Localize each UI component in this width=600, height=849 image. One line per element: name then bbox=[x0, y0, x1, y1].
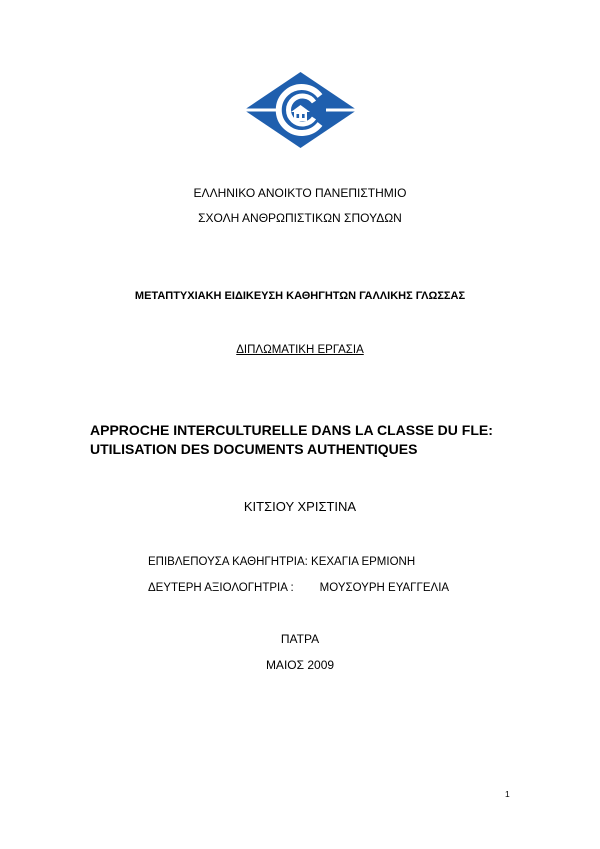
second-assessor-label: ΔΕΥΤΕΡΗ ΑΞΙΟΛΟΓΗΤΡΙΑ : bbox=[148, 582, 294, 594]
second-assessor-name: ΜΟΥΣΟΥΡΗ ΕΥΑΓΓΕΛΙΑ bbox=[319, 582, 450, 594]
university-logo-icon bbox=[244, 72, 357, 148]
thesis-title bbox=[90, 421, 493, 459]
second-assessor-line bbox=[148, 582, 449, 594]
thesis-title-line-1: APPROCHE INTERCULTURELLE DANS LA CLASSE DU FLE: bbox=[90, 422, 493, 438]
thesis-title-line-2: UTILISATION DES DOCUMENTS AUTHENTIQUES bbox=[90, 441, 418, 457]
date: ΜΑΙΟΣ 2009 bbox=[265, 658, 335, 672]
school-name: ΣΧΟΛΗ ΑΝΘΡΩΠΙΣΤΙΚΩΝ ΣΠΟΥΔΩΝ bbox=[198, 211, 402, 225]
thesis-type: ΔΙΠΛΩΜΑΤΙΚΗ ΕΡΓΑΣΙΑ bbox=[236, 344, 364, 356]
city: ΠΑΤΡΑ bbox=[280, 632, 320, 646]
supervisor-line: ΕΠΙΒΛΕΠΟΥΣΑ ΚΑΘΗΓΗΤΡΙΑ: ΚΕΧΑΓΙΑ ΕΡΜΙΟΝΗ bbox=[148, 556, 416, 568]
program-name: ΜΕΤΑΠΤΥΧΙΑΚΗ ΕΙΔΙΚΕΥΣΗ ΚΑΘΗΓΗΤΩΝ ΓΑΛΛΙΚΗΣ ΓΛΩΣΣΑΣ bbox=[134, 290, 466, 302]
author-name: ΚΙΤΣΙΟΥ ΧΡΙΣΤΙΝΑ bbox=[243, 499, 357, 514]
page-number: 1 bbox=[505, 789, 510, 799]
university-name: ΕΛΛΗΝΙΚΟ ΑΝΟΙΚΤΟ ΠΑΝΕΠΙΣΤΗΜΙΟ bbox=[193, 186, 407, 200]
